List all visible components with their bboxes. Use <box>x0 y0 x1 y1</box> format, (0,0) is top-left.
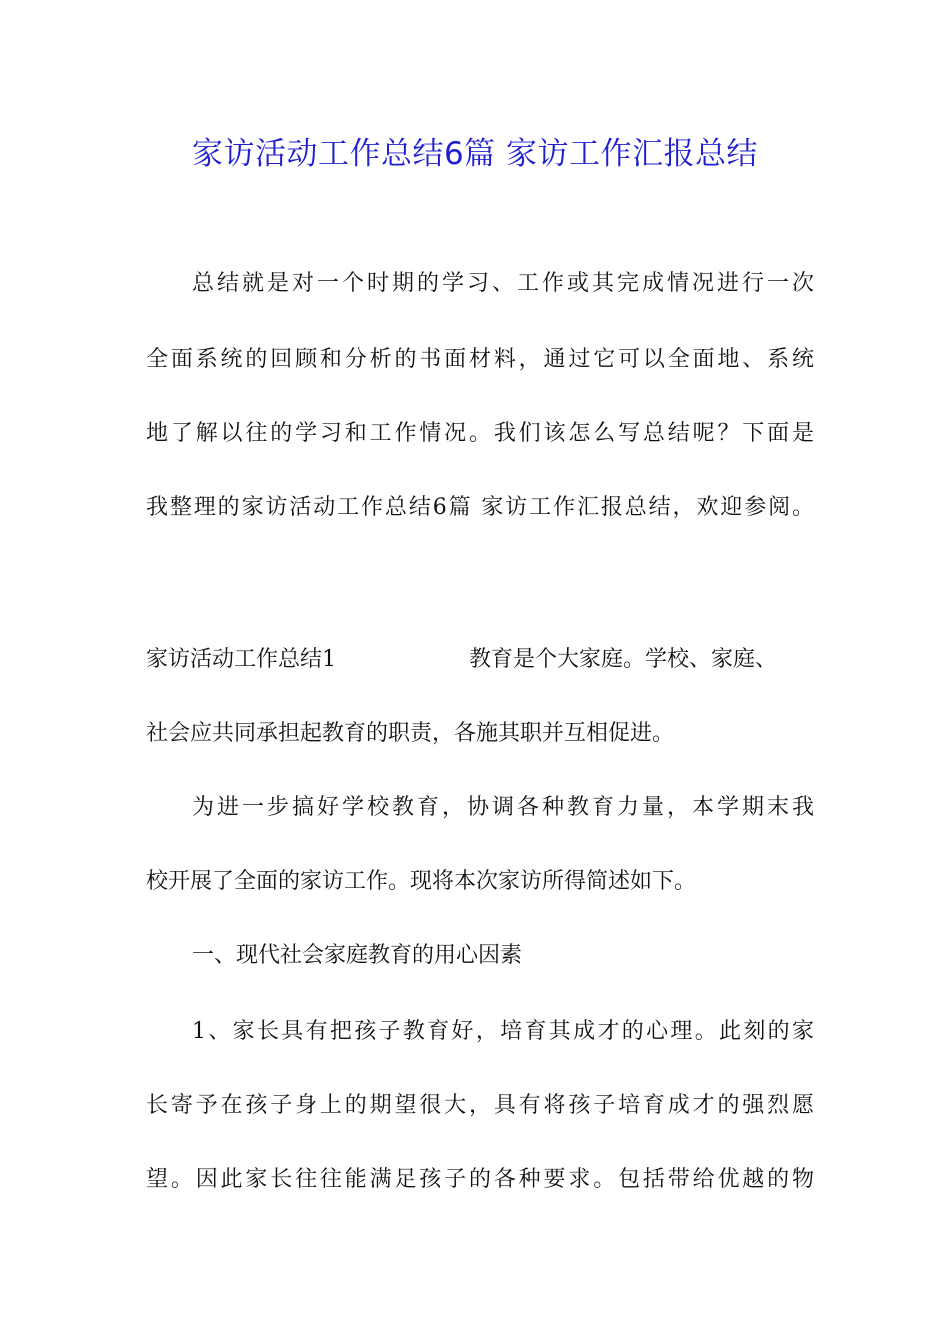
paragraph-line: 1、家长具有把孩子教育好，培育其成才的心理。此刻的家 <box>192 1019 814 1044</box>
intro-line: 地了解以往的学习和工作情况。我们该怎么写总结呢？下面是 <box>146 421 814 446</box>
section-1-first-line <box>146 640 814 680</box>
intro-line: 总结就是对一个时期的学习、工作或其完成情况进行一次 <box>192 271 814 296</box>
section-1-heading: 家访活动工作总结1 <box>146 647 336 672</box>
paragraph-line: 为进一步搞好学校教育，协调各种教育力量，本学期末我 <box>192 795 814 820</box>
intro-line: 我整理的家访活动工作总结6篇 家访工作汇报总结，欢迎参阅。 <box>146 495 814 520</box>
document-title: 家访活动工作总结6篇 家访工作汇报总结 <box>191 136 759 172</box>
intro-line: 全面系统的回顾和分析的书面材料，通过它可以全面地、系统 <box>146 347 814 372</box>
paragraph-line: 望。因此家长往往能满足孩子的各种要求。包括带给优越的物 <box>146 1167 814 1192</box>
paragraph-line: 长寄予在孩子身上的期望很大，具有将孩子培育成才的强烈愿 <box>146 1093 814 1118</box>
paragraph-line: 校开展了全面的家访工作。现将本次家访所得简述如下。 <box>146 869 697 894</box>
section-1-line: 社会应共同承担起教育的职责，各施其职并互相促进。 <box>146 721 675 746</box>
section-1-opening-text: 教育是个大家庭。学校、家庭、 <box>469 647 778 672</box>
subheading: 一、现代社会家庭教育的用心因素 <box>192 943 523 968</box>
